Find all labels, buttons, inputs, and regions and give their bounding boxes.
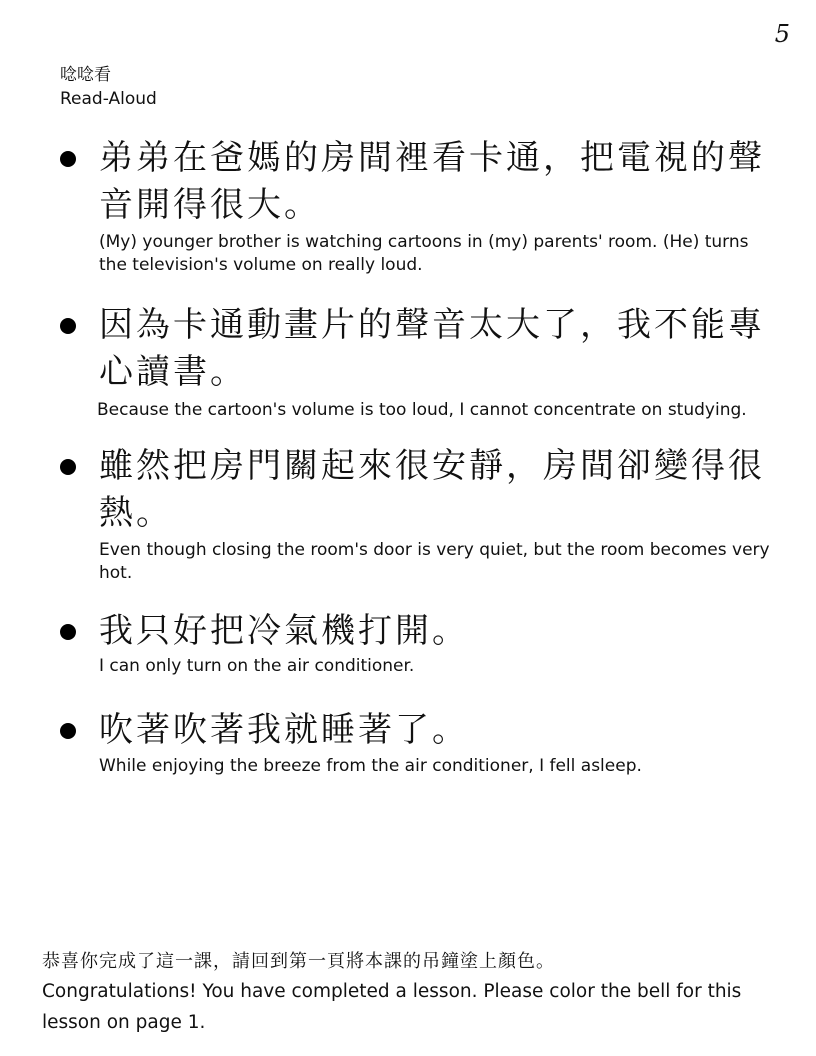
- completion-message-english: Congratulations! You have completed a lesson. Please color the bell for this lesson on page 1.: [42, 981, 742, 1033]
- sentence-english: Because the cartoon's volume is too loud, I cannot concentrate on studying.: [97, 400, 747, 420]
- page-number: 5: [774, 20, 790, 48]
- bullet-icon: [60, 459, 76, 475]
- sentence-chinese: 我只好把冷氣機打開。: [99, 611, 469, 651]
- section-heading-chinese: 唸唸看: [60, 65, 111, 85]
- sentence-english: Even though closing the room's door is very quiet, but the room becomes very hot.: [99, 540, 770, 583]
- bullet-icon: [60, 318, 76, 334]
- bullet-icon: [60, 723, 76, 739]
- sentence-item: [60, 608, 780, 678]
- sentence-chinese: 雖然把房門關起來很安靜，房間卻變得很熱。: [99, 446, 765, 533]
- sentence-item: [60, 443, 780, 585]
- sentence-english: While enjoying the breeze from the air conditioner, I fell asleep.: [99, 756, 642, 776]
- bullet-icon: [60, 151, 76, 167]
- bullet-icon: [60, 624, 76, 640]
- sentence-english: I can only turn on the air conditioner.: [99, 656, 415, 676]
- sentence-item: [60, 707, 780, 778]
- sentence-chinese: 因為卡通動畫片的聲音太大了，我不能專心讀書。: [99, 305, 765, 392]
- completion-message-chinese: 恭喜你完成了這一課，請回到第一頁將本課的吊鐘塗上顏色。: [42, 951, 555, 972]
- sentence-item: [60, 135, 780, 277]
- sentence-english: (My) younger brother is watching cartoons in (my) parents' room. (He) turns the television's volume on really loud.: [99, 232, 749, 275]
- sentence-chinese: 弟弟在爸媽的房間裡看卡通，把電視的聲音開得很大。: [99, 138, 765, 225]
- sentence-chinese: 吹著吹著我就睡著了。: [99, 710, 469, 750]
- section-heading-english: Read-Aloud: [60, 89, 157, 109]
- sentence-item: [60, 302, 780, 422]
